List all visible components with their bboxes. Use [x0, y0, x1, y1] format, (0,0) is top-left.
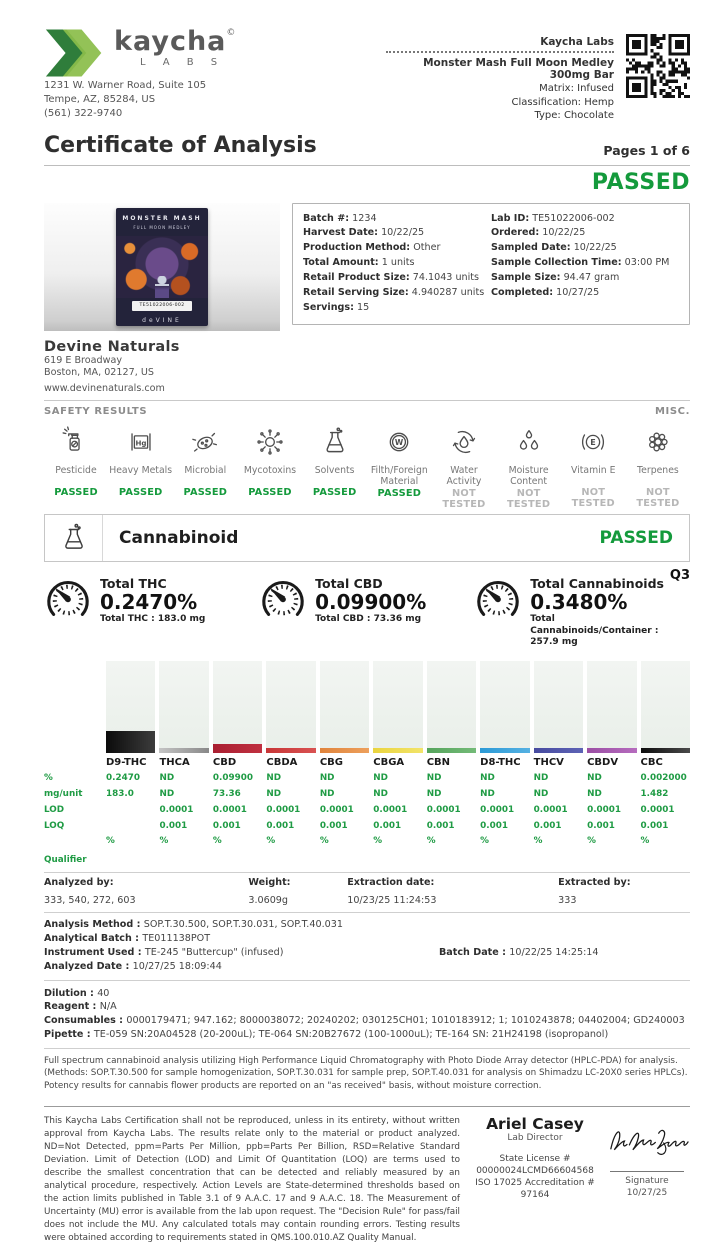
brand-wordmark: kaycha© — [114, 26, 236, 57]
safety-item-status: PASSED — [248, 487, 292, 499]
table-cell — [106, 850, 155, 868]
analyte-name: CBC — [640, 756, 663, 768]
table-cell: % — [159, 836, 169, 847]
table-cell: % — [106, 836, 115, 847]
table-cell — [373, 850, 422, 868]
sample-detail-sample-size: Sample Size: 94.47 gram — [491, 271, 620, 283]
analyte-name: CBD — [212, 756, 237, 768]
sample-detail-sample-collection-time: Sample Collection Time: 03:00 PM — [491, 257, 670, 269]
client-info — [44, 339, 690, 395]
bar — [373, 748, 422, 753]
batch-date: Batch Date : 10/22/25 14:25:14 — [439, 946, 599, 958]
product-matrix: Matrix: Infused — [539, 83, 614, 94]
table-cell — [427, 850, 476, 868]
table-cell: 0.0001 — [266, 804, 301, 815]
safety-item-status: PASSED — [118, 487, 163, 499]
safety-item-label: Terpenes — [637, 465, 679, 477]
safety-item-vitamin-e — [561, 425, 625, 509]
safety-item-water-activity — [432, 425, 496, 509]
client-address: Boston, MA, 02127, US — [44, 366, 154, 378]
client-website-link[interactable]: www.devinenaturals.com — [44, 383, 165, 395]
signature-image — [605, 1119, 689, 1163]
table-cell: % — [587, 836, 596, 847]
analysis-details — [44, 913, 690, 981]
safety-item-status: PASSED — [377, 487, 422, 499]
bar — [587, 748, 636, 753]
table-row-label: LOD — [44, 804, 65, 815]
analyte-name: THCA — [159, 756, 190, 768]
table-cell: ND — [587, 773, 602, 784]
table-cell — [106, 818, 155, 834]
bar — [427, 748, 476, 753]
bar-column-cbc — [641, 661, 690, 753]
bar-column-cbd — [213, 661, 262, 753]
bar-column-thca — [159, 661, 208, 753]
sample-detail-ordered: Ordered: 10/22/25 — [491, 227, 586, 239]
table-cell: ND — [426, 789, 442, 800]
product-type: Type: Chocolate — [534, 110, 614, 121]
sample-detail-completed: Completed: 10/27/25 — [491, 286, 600, 298]
cannabinoid-chart-table — [44, 661, 690, 868]
total-total-thc — [44, 576, 259, 649]
table-cell: ND — [480, 789, 495, 800]
safety-item-label: Heavy Metals — [109, 465, 173, 477]
table-cell: 0.001 — [640, 820, 669, 831]
reagent: Reagent : N/A — [44, 1001, 117, 1013]
misc-label: MISC. — [654, 406, 690, 418]
mycotoxins-icon — [253, 425, 287, 459]
state-license: State License # 00000024LCMD66604568 ISO 17025 Accreditation # 97164 — [475, 1154, 595, 1201]
safety-item-label: Pesticide — [55, 465, 97, 477]
table-cell: ND — [373, 789, 388, 800]
safety-item-label: Moisture Content — [508, 465, 549, 488]
analysis-summary-row — [44, 872, 690, 913]
analyte-name: CBDV — [587, 756, 619, 768]
moisture-icon — [512, 425, 546, 459]
table-cell: 0.001 — [533, 820, 562, 831]
bar — [641, 748, 690, 753]
analyte-name: CBG — [319, 756, 343, 768]
dilution: Dilution : 40 — [44, 987, 110, 999]
safety-item-status: NOT TESTED — [507, 487, 551, 510]
table-cell: ND — [319, 789, 335, 800]
total-total-cbd — [259, 576, 474, 649]
table-cell: ND — [587, 789, 602, 800]
analytical-batch: Analytical Batch : TE011138POT — [44, 932, 211, 944]
bar-column-d9-thc — [106, 661, 155, 753]
sample-details-left — [303, 212, 491, 316]
analysis-col-weight: Weight: 3.0609g — [248, 876, 291, 906]
total-mg: Total Cannabinoids/Container : 257.9 mg — [530, 613, 659, 648]
safety-item-label: Microbial — [184, 465, 227, 477]
analyte-name: CBGA — [373, 756, 405, 768]
table-cell: 0.0001 — [587, 804, 622, 815]
table-cell: 183.0 — [106, 789, 134, 800]
table-cell: 0.0001 — [640, 804, 675, 815]
disclaimer-text: This Kaycha Labs Certification shall not be reproduced, unless in its entirety, without written approval from Kaycha Labs. The results relate only to the material or product analyzed. ND=Not Detected, ppm=Parts Per Million, ppb=Parts Per Billion, RSD=Relative Standard Deviation. Limit of Detection (LOD) and Limit Of Quantitation (LOQ) are terms used to describe the smallest concentration that can be detected and reliably measured by an analytical procedure, respectively. Action Levels are State-determined thresholds based on the action limits published in Table 3.1 of 9 A.A.C. 17 and 9 A.A.C. 18. The Measurement of Uncertainty (MU) error is available from the lab upon request. The "Decision Rule" for pass/fail does not include the MU. Any calculated totals may contain rounding errors. Testing results were obtained according to requirements stated in QMS.100.010.AZ Quality Manual. — [44, 1116, 460, 1244]
sample-detail-sampled-date: Sampled Date: 10/22/25 — [491, 242, 617, 254]
table-cell — [106, 802, 155, 818]
table-cell: ND — [426, 773, 442, 784]
safety-item-label: Mycotoxins — [243, 465, 297, 477]
safety-item-label: Filth/Foreign Material — [370, 465, 428, 488]
quarter-badge: Q3 — [669, 567, 690, 583]
sample-details-right — [491, 212, 679, 316]
product-name: Monster Mash Full Moon Medley 300mg Bar — [423, 57, 614, 81]
analyte-name: CBDA — [266, 756, 298, 768]
lab-director-title: Lab Director — [507, 1133, 563, 1144]
safety-item-heavy-metals — [109, 425, 173, 509]
qr-code — [626, 34, 690, 98]
table-cell: ND — [266, 773, 282, 784]
safety-item-status: PASSED — [183, 487, 228, 499]
table-cell: 0.0001 — [373, 804, 408, 815]
analysis-col-extraction-date: Extraction date: 10/23/25 11:24:53 — [347, 876, 437, 906]
analyte-name: D9-THC — [106, 756, 147, 768]
table-cell: 0.001 — [480, 820, 508, 831]
table-cell: 0.001 — [587, 820, 615, 831]
total-mg: Total CBD : 73.36 mg — [315, 613, 422, 624]
microbial-icon — [188, 425, 222, 459]
lab-director-name: Ariel Casey — [486, 1115, 584, 1134]
table-cell: 0.0001 — [159, 804, 194, 815]
total-title: Total CBD — [315, 575, 383, 591]
cannabinoid-status: PASSED — [599, 527, 673, 548]
sample-detail-servings: Servings: 15 — [303, 301, 370, 313]
water-activity-icon — [447, 425, 481, 459]
safety-item-microbial — [173, 425, 237, 509]
bar-column-cbga — [373, 661, 422, 753]
table-cell: 0.0001 — [480, 804, 515, 815]
table-row-label: mg/unit — [44, 789, 83, 800]
sample-detail-retail-product-size: Retail Product Size: 74.1043 units — [303, 271, 480, 283]
bar — [159, 748, 208, 753]
dotted-divider — [386, 51, 614, 53]
sample-detail-batch: Batch #: 1234 — [303, 212, 377, 224]
sample-detail-total-amount: Total Amount: 1 units — [303, 257, 415, 269]
lab-phone: (561) 322-9740 — [44, 108, 123, 120]
table-cell: 0.0001 — [426, 804, 461, 815]
divider — [44, 165, 690, 166]
safety-item-status: NOT TESTED — [636, 487, 680, 510]
consumables-details — [44, 981, 690, 1050]
table-cell: 0.001 — [373, 820, 402, 831]
table-cell: 1.482 — [640, 789, 669, 800]
table-row-label: Qualifier — [44, 854, 87, 865]
analysis-method: Analysis Method : SOP.T.30.500, SOP.T.30.031, SOP.T.40.031 — [44, 918, 343, 930]
table-cell: ND — [533, 773, 549, 784]
bar — [266, 748, 315, 753]
lab-address-line: Tempe, AZ, 85284, US — [44, 94, 156, 106]
safety-item-solvents — [303, 425, 367, 509]
table-cell: 0.001 — [426, 820, 455, 831]
bar-column-cbdv — [587, 661, 636, 753]
bar — [480, 748, 529, 753]
heavy-metals-icon — [124, 425, 158, 459]
table-cell — [159, 850, 208, 868]
table-row-label — [44, 834, 102, 850]
product-classification: Classification: Hemp — [511, 96, 614, 108]
safety-item-mycotoxins — [238, 425, 302, 509]
header — [44, 28, 690, 123]
signature-line — [610, 1171, 684, 1172]
kaycha-logo — [44, 28, 106, 78]
sample-detail-harvest-date: Harvest Date: 10/22/25 — [303, 227, 425, 239]
consumables: Consumables : 0000179471; 947.162; 8000038072; 20240202; 030125CH01; 1010183912; 1; 1010243878; 04402004; GD240003 — [44, 1015, 685, 1027]
signature-label: Signature — [625, 1176, 669, 1187]
total-title: Total Cannabinoids — [530, 575, 664, 591]
instrument-used: Instrument Used : TE-245 "Buttercup" (infused) Batch Date : 10/22/25 14:25:14 — [44, 946, 599, 958]
table-cell — [641, 850, 690, 868]
package-subtitle: FULL MOON MEDLEY — [133, 225, 191, 231]
bar-column-cbg — [320, 661, 369, 753]
overall-status: PASSED — [591, 169, 690, 195]
analyzed-date: Analyzed Date : 10/27/25 18:09:44 — [44, 960, 222, 972]
vitamin-e-icon — [576, 425, 610, 459]
flask-icon — [57, 521, 91, 555]
safety-item-pesticide — [44, 425, 108, 509]
table-cell — [534, 850, 583, 868]
safety-results-label: SAFETY RESULTS — [44, 406, 148, 418]
table-row-label: LOQ — [44, 820, 65, 831]
analyte-name: D8-THC — [480, 756, 521, 768]
page-title: Certificate of Analysis — [44, 132, 317, 158]
safety-item-status: NOT TESTED — [442, 487, 486, 510]
table-cell: % — [640, 836, 650, 847]
footer — [44, 1106, 690, 1245]
safety-item-terpenes — [626, 425, 690, 509]
table-cell: % — [212, 836, 222, 847]
table-cell: 0.0001 — [319, 804, 354, 815]
bar — [106, 731, 155, 753]
gauge-icon — [259, 576, 307, 624]
section-title: Cannabinoid — [119, 527, 239, 548]
gauge-icon — [474, 576, 522, 624]
total-total-cannabinoids — [474, 576, 689, 649]
table-cell — [320, 850, 369, 868]
package-brand: deVINE — [142, 316, 182, 324]
safety-item-status: NOT TESTED — [571, 487, 615, 510]
safety-item-moisture-content — [497, 425, 561, 509]
table-cell: % — [480, 836, 489, 847]
table-cell: % — [266, 836, 276, 847]
product-photo — [44, 203, 280, 331]
table-cell: ND — [159, 773, 175, 784]
safety-results-section — [44, 400, 690, 509]
table-cell: 0.002000 — [640, 773, 687, 784]
client-address: 619 E Broadway — [44, 354, 123, 366]
table-cell: 0.001 — [212, 820, 241, 831]
table-cell: 0.09900 — [212, 773, 253, 784]
gauge-icon — [44, 576, 92, 624]
pesticide-icon — [59, 425, 93, 459]
total-value: 0.09900% — [315, 589, 427, 614]
bar — [320, 748, 369, 753]
table-cell: % — [426, 836, 436, 847]
table-cell: 0.2470 — [106, 773, 140, 784]
table-cell: 0.001 — [266, 820, 295, 831]
table-cell: 0.0001 — [212, 804, 247, 815]
table-cell: ND — [266, 789, 282, 800]
sample-detail-retail-serving-size: Retail Serving Size: 4.940287 units — [303, 286, 485, 298]
total-title: Total THC — [100, 575, 167, 591]
safety-item-status: PASSED — [54, 487, 98, 499]
analysis-col-analyzed-by: Analyzed by: 333, 540, 272, 603 — [44, 876, 136, 906]
bar-column-cbn — [427, 661, 476, 753]
chart-spacer — [44, 661, 102, 753]
safety-item-label: Water Activity — [446, 465, 482, 488]
brand-sub: L A B S — [140, 57, 225, 68]
table-cell — [587, 850, 636, 868]
cannabinoid-totals — [44, 567, 690, 649]
table-cell: 0.001 — [319, 820, 348, 831]
pipette: Pipette : TE-059 SN:20A04528 (20-200uL); TE-064 SN:20B27672 (100-1000uL); TE-164 SN: 21H24198 (isopropanol) — [44, 1029, 609, 1041]
bar-column-thcv — [534, 661, 583, 753]
total-mg: Total THC : 183.0 mg — [100, 613, 206, 624]
package-art — [116, 236, 208, 298]
package-title: MONSTER MASH — [122, 214, 202, 222]
table-cell: ND — [480, 773, 495, 784]
filth-icon — [382, 425, 416, 459]
safety-item-label: Vitamin E — [571, 465, 616, 477]
page-count: Pages 1 of 6 — [603, 142, 690, 158]
table-cell: ND — [373, 773, 388, 784]
table-row-label: % — [44, 773, 53, 784]
bar — [534, 748, 583, 753]
lab-name: Kaycha Labs — [540, 36, 614, 48]
solvents-icon — [318, 425, 352, 459]
signature-date: 10/27/25 — [626, 1188, 668, 1199]
safety-item-label: Solvents — [314, 465, 355, 477]
client-name: Devine Naturals — [44, 338, 180, 355]
product-package — [116, 208, 208, 326]
table-cell: 0.0001 — [533, 804, 568, 815]
total-value: 0.3480% — [530, 589, 628, 614]
terpenes-icon — [641, 425, 675, 459]
sample-details-box — [292, 203, 690, 325]
safety-item-status: PASSED — [312, 487, 357, 499]
table-cell — [213, 850, 262, 868]
table-cell — [266, 850, 315, 868]
analyte-name: CBN — [426, 756, 451, 768]
total-value: 0.2470% — [100, 589, 198, 614]
analyte-name: THCV — [533, 756, 564, 768]
chart-spacer — [44, 753, 102, 771]
cannabinoid-section-header — [44, 514, 690, 562]
table-cell: % — [533, 836, 543, 847]
table-cell: % — [373, 836, 383, 847]
sample-detail-production-method: Production Method: Other — [303, 242, 441, 254]
table-cell: % — [319, 836, 329, 847]
analysis-col-extracted-by: Extracted by: 333 — [558, 876, 631, 906]
sample-detail-lab-id: Lab ID: TE51022006-002 — [491, 212, 615, 224]
product-summary — [386, 28, 614, 123]
table-cell — [480, 850, 529, 868]
lab-address-line: 1231 W. Warner Road, Suite 105 — [44, 80, 207, 91]
table-cell: 73.36 — [212, 789, 241, 800]
method-note: Full spectrum cannabinoid analysis utilizing High Performance Liquid Chromatography with Photo Diode Array detector (HPLC-PDA) for analysis. (Methods: SOP.T.30.500 for sample homogenization, SOP.T.30.031 for sample prep, SOP.T.40.031 for analysis on Shimadzu LC-20X0 series HPLCs). Potency results for cannabis flower products are reported on an "as received" basis, without moisture correction. — [44, 1056, 688, 1091]
bar — [213, 744, 262, 753]
table-cell: ND — [319, 773, 335, 784]
safety-item-filth-foreign-material — [367, 425, 431, 509]
bar-column-d8-thc — [480, 661, 529, 753]
lab-identity — [44, 28, 386, 121]
table-cell: ND — [533, 789, 549, 800]
package-code-label: TE51022006-002 — [132, 301, 192, 311]
table-cell: ND — [159, 789, 175, 800]
table-cell: 0.001 — [159, 820, 188, 831]
bar-column-cbda — [266, 661, 315, 753]
